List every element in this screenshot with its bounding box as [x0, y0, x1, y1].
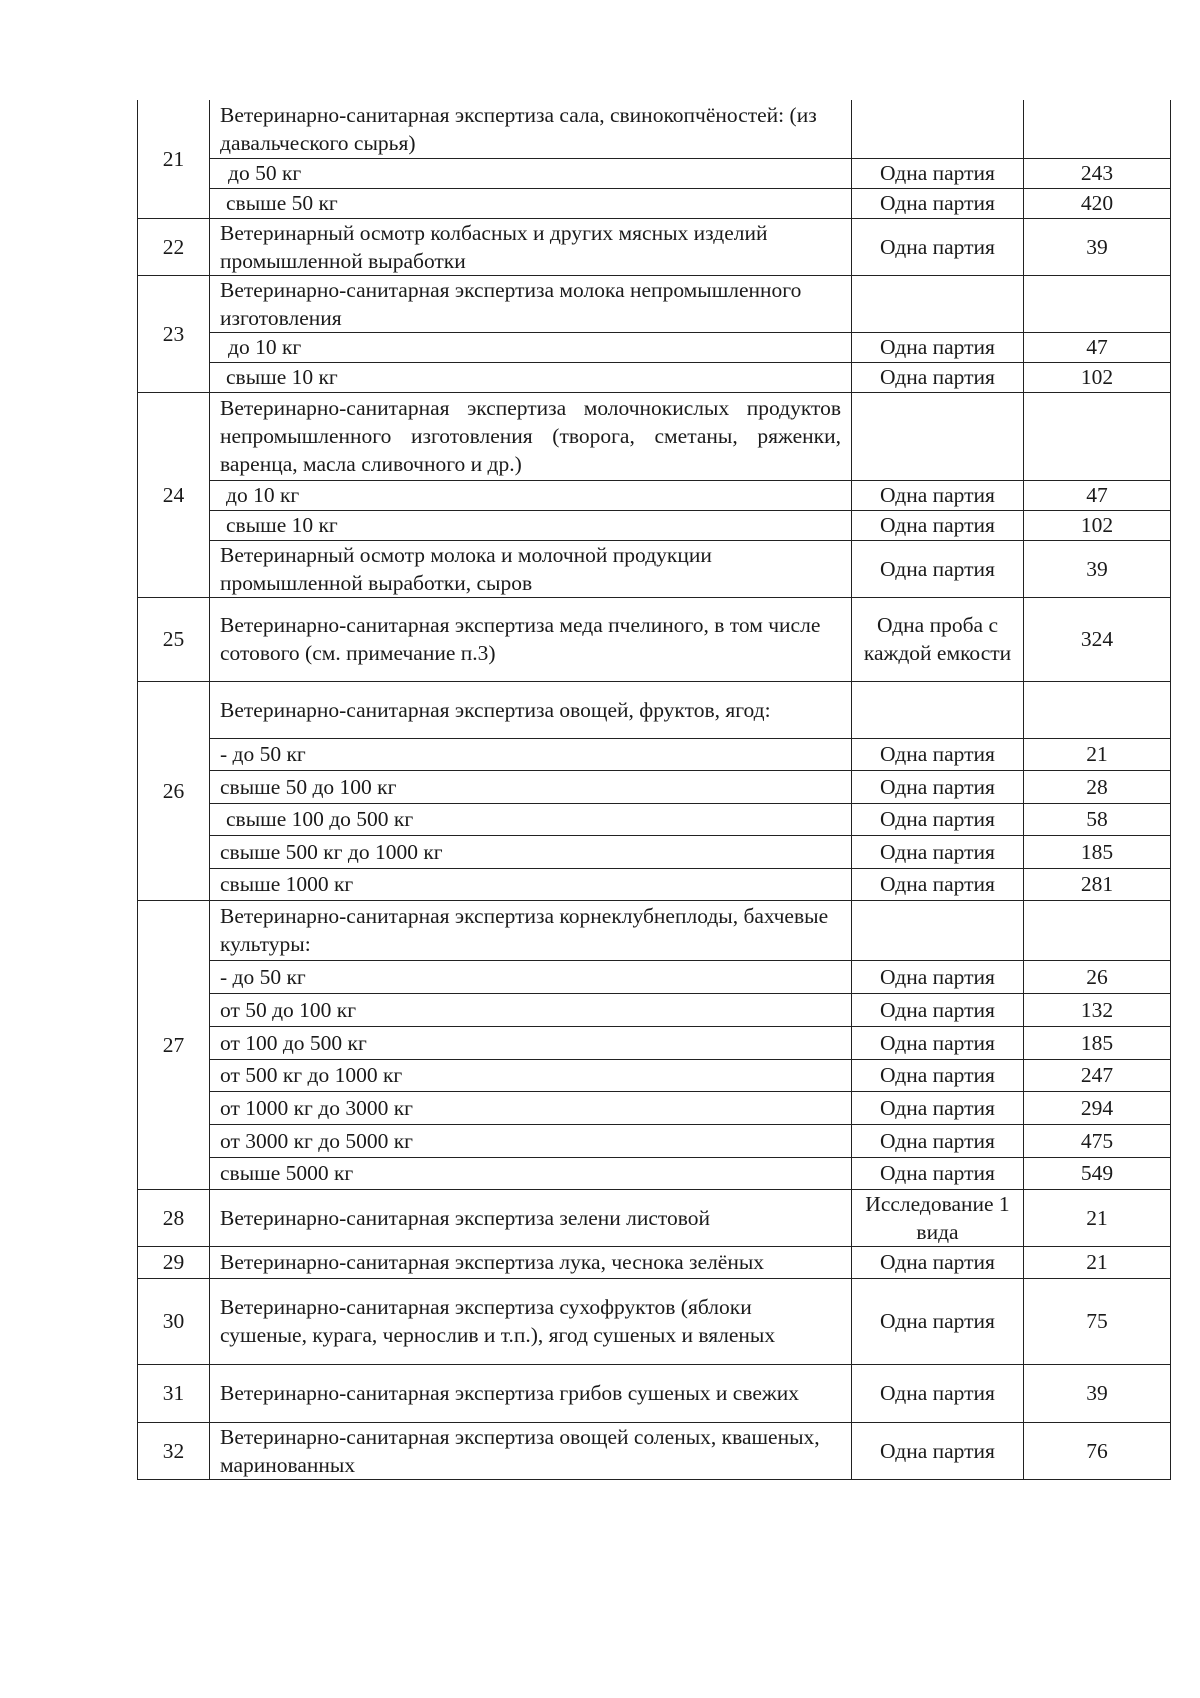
unit-cell: Одна партия	[852, 158, 1024, 188]
unit-cell	[852, 681, 1024, 738]
sub-item-name: до 10 кг	[210, 332, 852, 362]
unit-cell: Одна проба с каждой емкости	[852, 597, 1024, 681]
price-cell: 75	[1024, 1278, 1171, 1364]
price-cell	[1024, 275, 1171, 332]
service-name: Ветеринарный осмотр колбасных и других мясных изделий промышленной выработки	[210, 218, 852, 275]
table-row	[138, 158, 1171, 188]
sub-item-name: свыше 10 кг	[210, 510, 852, 540]
service-name: Ветеринарно-санитарная экспертиза корнеклубнеплоды, бахчевые культуры:	[210, 900, 852, 960]
price-cell: 39	[1024, 218, 1171, 275]
unit-cell: Одна партия	[852, 332, 1024, 362]
unit-cell: Одна партия	[852, 1026, 1024, 1059]
service-name: Ветеринарно-санитарная экспертиза меда пчелиного, в том числе сотового (см. примечание п.3)	[210, 597, 852, 681]
row-number: 21	[138, 100, 210, 218]
service-name: Ветеринарно-санитарная экспертиза сухофруктов (яблоки сушеные, курага, чернослив и т.п.), ягод сушеных и вяленых	[210, 1278, 852, 1364]
row-number: 30	[138, 1278, 210, 1364]
service-name: Ветеринарно-санитарная экспертиза зелени листовой	[210, 1189, 852, 1246]
price-cell	[1024, 681, 1171, 738]
row-number: 26	[138, 681, 210, 900]
price-cell: 185	[1024, 835, 1171, 868]
row-number: 29	[138, 1246, 210, 1278]
unit-cell: Одна партия	[852, 738, 1024, 770]
sub-item-name: - до 50 кг	[210, 738, 852, 770]
price-cell: 58	[1024, 803, 1171, 835]
unit-cell	[852, 392, 1024, 480]
table-row	[138, 1364, 1171, 1422]
sub-item-name: от 100 до 500 кг	[210, 1026, 852, 1059]
table-row	[138, 188, 1171, 218]
service-name: Ветеринарно-санитарная экспертиза овощей, фруктов, ягод:	[210, 681, 852, 738]
price-cell: 281	[1024, 868, 1171, 900]
price-cell: 47	[1024, 332, 1171, 362]
table-row	[138, 1278, 1171, 1364]
unit-cell: Одна партия	[852, 480, 1024, 510]
table-row	[138, 1157, 1171, 1189]
table-row	[138, 540, 1171, 597]
unit-cell: Одна партия	[852, 960, 1024, 993]
price-cell: 475	[1024, 1124, 1171, 1157]
unit-cell: Одна партия	[852, 1422, 1024, 1479]
unit-cell: Одна партия	[852, 540, 1024, 597]
table-row	[138, 100, 1171, 158]
row-number: 25	[138, 597, 210, 681]
price-cell: 102	[1024, 510, 1171, 540]
row-number: 28	[138, 1189, 210, 1246]
sub-item-name: от 3000 кг до 5000 кг	[210, 1124, 852, 1157]
table-row	[138, 480, 1171, 510]
unit-cell	[852, 900, 1024, 960]
service-name: Ветеринарно-санитарная экспертиза молока непромышленного изготовления	[210, 275, 852, 332]
price-cell: 324	[1024, 597, 1171, 681]
price-cell: 102	[1024, 362, 1171, 392]
sub-item-name: свыше 50 кг	[210, 188, 852, 218]
table-row	[138, 1059, 1171, 1091]
table-row	[138, 1091, 1171, 1124]
price-cell	[1024, 392, 1171, 480]
table-row	[138, 1026, 1171, 1059]
sub-item-name: от 50 до 100 кг	[210, 993, 852, 1026]
table-row	[138, 362, 1171, 392]
table-row	[138, 1124, 1171, 1157]
price-cell: 549	[1024, 1157, 1171, 1189]
table-row	[138, 1246, 1171, 1278]
row-number: 31	[138, 1364, 210, 1422]
unit-cell: Одна партия	[852, 1278, 1024, 1364]
table-row	[138, 392, 1171, 480]
table-row	[138, 597, 1171, 681]
service-name: Ветеринарно-санитарная экспертиза сала, свинокопчёностей: (из давальческого сырья)	[210, 100, 852, 158]
service-name: Ветеринарно-санитарная экспертиза грибов сушеных и свежих	[210, 1364, 852, 1422]
table-row	[138, 770, 1171, 803]
price-cell: 21	[1024, 1189, 1171, 1246]
price-cell: 294	[1024, 1091, 1171, 1124]
table-row	[138, 332, 1171, 362]
sub-item-name: - до 50 кг	[210, 960, 852, 993]
sub-item-name: Ветеринарный осмотр молока и молочной продукции промышленной выработки, сыров	[210, 540, 852, 597]
price-cell: 243	[1024, 158, 1171, 188]
price-cell: 132	[1024, 993, 1171, 1026]
unit-cell: Исследование 1 вида	[852, 1189, 1024, 1246]
table-row	[138, 960, 1171, 993]
sub-item-name: свыше 500 кг до 1000 кг	[210, 835, 852, 868]
unit-cell: Одна партия	[852, 1364, 1024, 1422]
service-name: Ветеринарно-санитарная экспертиза овощей соленых, квашеных, маринованных	[210, 1422, 852, 1479]
sub-item-name: свыше 10 кг	[210, 362, 852, 392]
price-table	[137, 100, 1171, 1480]
unit-cell	[852, 100, 1024, 158]
unit-cell: Одна партия	[852, 835, 1024, 868]
sub-item-name: от 1000 кг до 3000 кг	[210, 1091, 852, 1124]
price-cell: 26	[1024, 960, 1171, 993]
price-cell: 420	[1024, 188, 1171, 218]
unit-cell: Одна партия	[852, 1091, 1024, 1124]
sub-item-name: от 500 кг до 1000 кг	[210, 1059, 852, 1091]
price-cell	[1024, 900, 1171, 960]
table-row	[138, 218, 1171, 275]
table-row	[138, 803, 1171, 835]
unit-cell: Одна партия	[852, 993, 1024, 1026]
table-row	[138, 1189, 1171, 1246]
unit-cell: Одна партия	[852, 803, 1024, 835]
service-name: Ветеринарно-санитарная экспертиза лука, чеснока зелёных	[210, 1246, 852, 1278]
table-row	[138, 738, 1171, 770]
row-number: 22	[138, 218, 210, 275]
table-row	[138, 681, 1171, 738]
sub-item-name: свыше 100 до 500 кг	[210, 803, 852, 835]
price-cell: 47	[1024, 480, 1171, 510]
sub-item-name: до 50 кг	[210, 158, 852, 188]
unit-cell: Одна партия	[852, 1059, 1024, 1091]
service-name: Ветеринарно-санитарная экспертиза молочнокислых продуктов непромышленного изготовления (творога, сметаны, ряженки, варенца, масла сливочного и др.)	[210, 392, 852, 480]
row-number: 32	[138, 1422, 210, 1479]
table-row	[138, 275, 1171, 332]
table-row	[138, 993, 1171, 1026]
sub-item-name: свыше 1000 кг	[210, 868, 852, 900]
price-cell: 21	[1024, 738, 1171, 770]
price-cell: 247	[1024, 1059, 1171, 1091]
sub-item-name: свыше 50 до 100 кг	[210, 770, 852, 803]
unit-cell: Одна партия	[852, 362, 1024, 392]
unit-cell: Одна партия	[852, 218, 1024, 275]
unit-cell: Одна партия	[852, 1124, 1024, 1157]
price-cell: 28	[1024, 770, 1171, 803]
unit-cell: Одна партия	[852, 510, 1024, 540]
unit-cell	[852, 275, 1024, 332]
row-number: 23	[138, 275, 210, 392]
unit-cell: Одна партия	[852, 188, 1024, 218]
table-row	[138, 900, 1171, 960]
price-cell: 39	[1024, 540, 1171, 597]
price-cell: 39	[1024, 1364, 1171, 1422]
price-cell: 76	[1024, 1422, 1171, 1479]
unit-cell: Одна партия	[852, 868, 1024, 900]
unit-cell: Одна партия	[852, 1157, 1024, 1189]
row-number: 27	[138, 900, 210, 1189]
price-cell	[1024, 100, 1171, 158]
table-row	[138, 868, 1171, 900]
unit-cell: Одна партия	[852, 770, 1024, 803]
price-cell: 21	[1024, 1246, 1171, 1278]
row-number: 24	[138, 392, 210, 597]
sub-item-name: свыше 5000 кг	[210, 1157, 852, 1189]
table-row	[138, 835, 1171, 868]
unit-cell: Одна партия	[852, 1246, 1024, 1278]
sub-item-name: до 10 кг	[210, 480, 852, 510]
table-row	[138, 1422, 1171, 1479]
table-row	[138, 510, 1171, 540]
price-cell: 185	[1024, 1026, 1171, 1059]
